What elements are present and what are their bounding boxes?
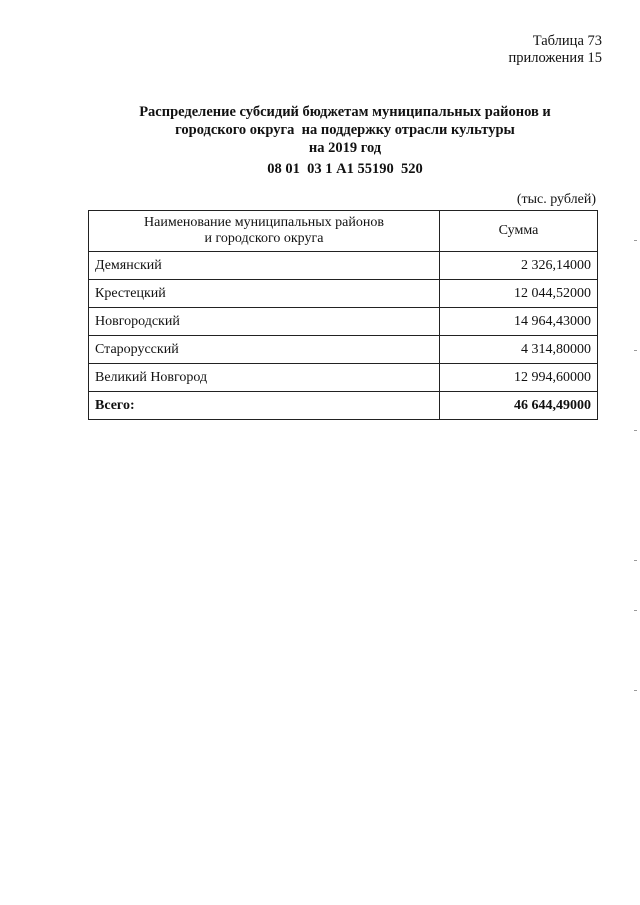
total-label: Всего: [89, 392, 440, 420]
row-name: Крестецкий [89, 280, 440, 308]
table-header-row [89, 211, 598, 252]
total-row [89, 392, 598, 420]
row-sum: 4 314,80000 [440, 336, 598, 364]
row-name: Великий Новгород [89, 364, 440, 392]
title-line-3: на 2019 год [308, 140, 382, 156]
scan-edge-mark [634, 690, 637, 691]
total-sum: 46 644,49000 [440, 392, 598, 420]
table-row [89, 308, 598, 336]
scan-edge-mark [634, 240, 637, 241]
header-name-line-2: и городского округа [204, 231, 324, 246]
row-sum: 2 326,14000 [440, 252, 598, 280]
units-label: (тыс. рублей) [516, 192, 596, 207]
header-name-line-1: Наименование муниципальных районов [144, 215, 384, 230]
reference-table-number: Таблица 73 [532, 33, 602, 49]
subsidy-table [88, 210, 598, 420]
table-row [89, 280, 598, 308]
table-row [89, 252, 598, 280]
title-line-1: Распределение субсидий бюджетам муниципальных районов и [139, 104, 551, 120]
header-sum: Сумма [440, 211, 598, 252]
row-name: Новгородский [89, 308, 440, 336]
row-name: Демянский [89, 252, 440, 280]
document-title [90, 103, 600, 157]
scan-edge-mark [634, 610, 637, 611]
row-sum: 14 964,43000 [440, 308, 598, 336]
scan-edge-mark [634, 560, 637, 561]
scan-edge-mark [634, 350, 637, 351]
title-line-2: городского округа на поддержку отрасли культуры [175, 122, 515, 138]
scan-edge-mark [634, 430, 637, 431]
table-row [89, 364, 598, 392]
budget-classification-code: 08 01 03 1 А1 55190 520 [267, 161, 423, 177]
reference-appendix-number: приложения 15 [508, 50, 602, 66]
row-sum: 12 044,52000 [440, 280, 598, 308]
row-name: Старорусский [89, 336, 440, 364]
table-reference [509, 33, 602, 67]
table-row [89, 336, 598, 364]
row-sum: 12 994,60000 [440, 364, 598, 392]
header-name [89, 211, 440, 252]
